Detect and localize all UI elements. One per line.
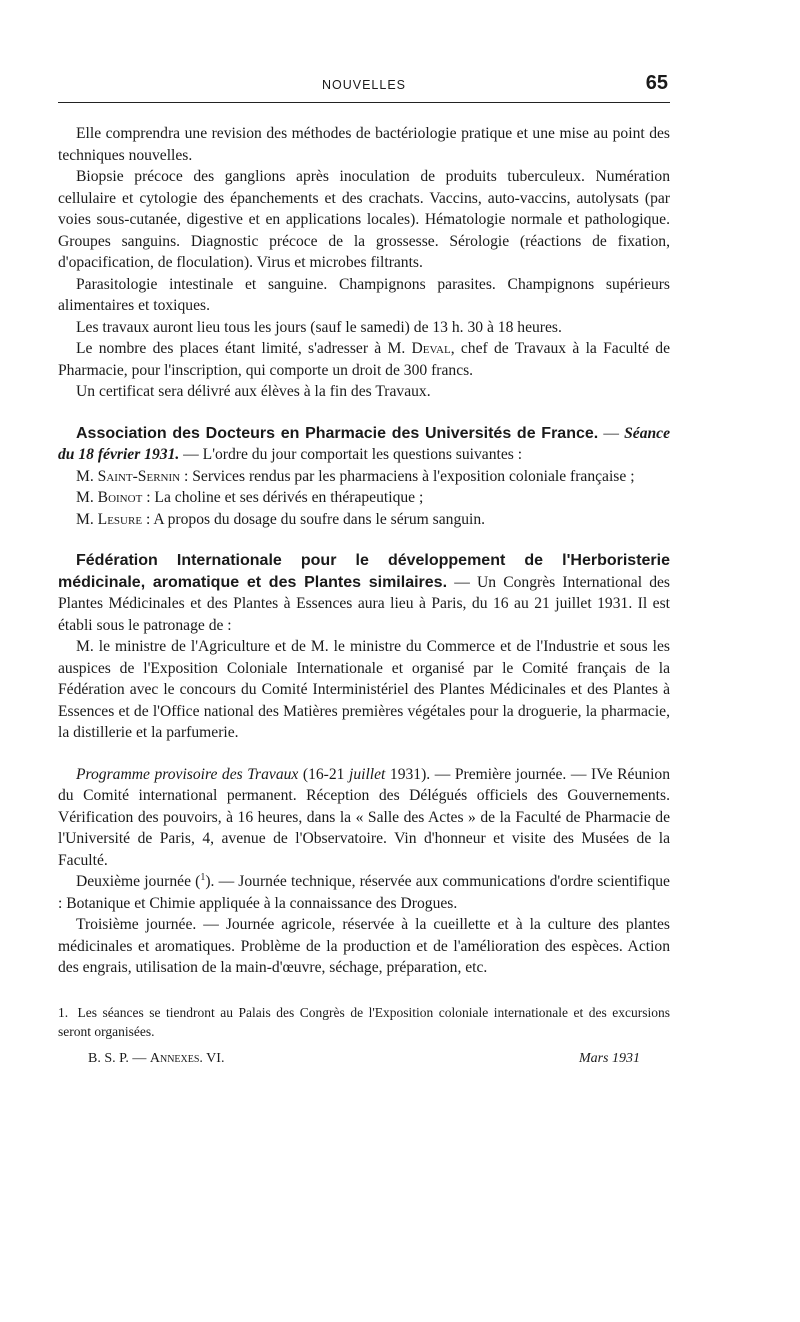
agenda-item: M. Lesure : A propos du dosage du soufre dans le sérum sanguin.: [76, 510, 486, 528]
person-name: Lesure: [97, 510, 143, 528]
agenda-item: M. Saint-Sernin : Services rendus par les pharmaciens à l'exposition coloniale française ;: [76, 467, 635, 485]
header-rule: [58, 102, 670, 103]
section-bacteriology: [58, 123, 670, 403]
section-heading: Fédération Internationale pour le développement de l'Herboristerie médicinale, aromatique et des Plantes similaires.: [58, 552, 670, 591]
section-heading: Association des Docteurs en Pharmacie des Universités de France.: [76, 424, 599, 442]
section-programme: [58, 764, 670, 979]
paragraph: Deuxième journée ($^1$). — Journée technique, réservée aux communications d'ordre scientifique : Botanique et Chimie appliquée à la connaissance des Drogues.: [58, 871, 670, 912]
document-page: [58, 70, 670, 1075]
paragraph: Un certificat sera délivré aux élèves à la fin des Travaux.: [76, 383, 431, 400]
issue-date: Mars 1931: [578, 1050, 640, 1066]
person-name: Boinot: [97, 489, 143, 506]
journal-reference: B. S. P. — Annexes. VI.: [88, 1050, 225, 1066]
paragraph: Troisième journée. — Journée agricole, réservée à la cueillette et à la culture des plantes médicinales et aromatiques. Problème de la production et de l'amélioration des espèces. Action des engrais, utilisation de la main-d'œuvre, séchage, préparation, etc.: [58, 916, 670, 976]
paragraph: Biopsie précoce des ganglions après inoculation de produits tuberculeux. Numération cellulaire et cytologie des épanchements et des crachats. Vaccins, auto-vaccins, autolysats (par voies sous-cutanée, digestive et en applications locales). Hématologie normale et pathologique. Groupes sanguins. Diagnostic précoce de la grossesse. Sérologie (réactions de fixation, d'opacification, de floculation). Virus et microbes filtrants.: [58, 168, 670, 271]
running-title: NOUVELLES: [321, 78, 407, 92]
running-header: [58, 70, 670, 100]
paragraph: Elle comprendra une revision des méthodes de bactériologie pratique et une mise au point des techniques nouvelles.: [58, 125, 670, 164]
paragraph: Les travaux auront lieu tous les jours (sauf le samedi) de 13 h. 30 à 18 heures.: [76, 318, 562, 336]
paragraph: Fédération Internationale pour le développement de l'Herboristerie médicinale, aromatique et des Plantes similaires. — Un Congrès International des Plantes Médicinales et des Plantes à Essences aura lieu à Paris, du 16 au 21 juillet 1931. Il est établi sous le patronage de :: [58, 552, 670, 634]
page-footer: [58, 1051, 670, 1075]
footnote-text: Les séances se tiendront au Palais des Congrès de l'Exposition coloniale internationale et des excursions seront organisées.: [58, 1004, 670, 1039]
paragraph: Association des Docteurs en Pharmacie des Universités de France. — Séance du 18 février 1931. — L'ordre du jour comportait les questions suivantes :: [58, 424, 670, 463]
footnote-ref: 1: [200, 871, 206, 883]
section-association: [58, 423, 670, 531]
person-name: Deval: [411, 340, 451, 357]
section-federation: [58, 550, 670, 744]
agenda-item: M. Boinot : La choline et ses dérivés en thérapeutique ;: [76, 489, 424, 506]
page-number: 65: [645, 72, 668, 94]
seance-date: Séance du 18 février 1931.: [58, 424, 670, 463]
paragraph: Programme provisoire des Travaux (16-21 juillet 1931). — Première journée. — IVe Réunion du Comité international permanent. Réception des Délégués officiels des Gouvernements. Vérification des pouvoirs, à 16 heures, dans la « Salle des Actes » de la Faculté de Pharmacie de l'Université de Paris, 4, avenue de l'Observatoire. Vin d'honneur et visite des Musées de la Faculté.: [58, 765, 670, 869]
paragraph: Le nombre des places étant limité, s'adresser à M. Deval, chef de Travaux à la Faculté de Pharmacie, pour l'inscription, qui comporte un droit de 300 francs.: [58, 340, 670, 379]
paragraph: Parasitologie intestinale et sanguine. Champignons parasites. Champignons supérieurs alimentaires et toxiques.: [58, 275, 670, 314]
paragraph: M. le ministre de l'Agriculture et de M. le ministre du Commerce et de l'Industrie et sous les auspices de l'Exposition Coloniale Internationale et organisé par le Comité français de la Fédération avec le concours du Comité Interministériel des Plantes Médicinales et des Plantes à Essences et de l'Office national des Matières premières végétales pour la droguerie, la pharmacie, la distillerie et la parfumerie.: [58, 638, 670, 741]
programme-label: Programme provisoire des Travaux: [76, 765, 299, 783]
footnote-number: 1.: [58, 1004, 69, 1020]
person-name: Saint-Sernin: [97, 467, 181, 485]
footnote: [58, 1003, 670, 1041]
